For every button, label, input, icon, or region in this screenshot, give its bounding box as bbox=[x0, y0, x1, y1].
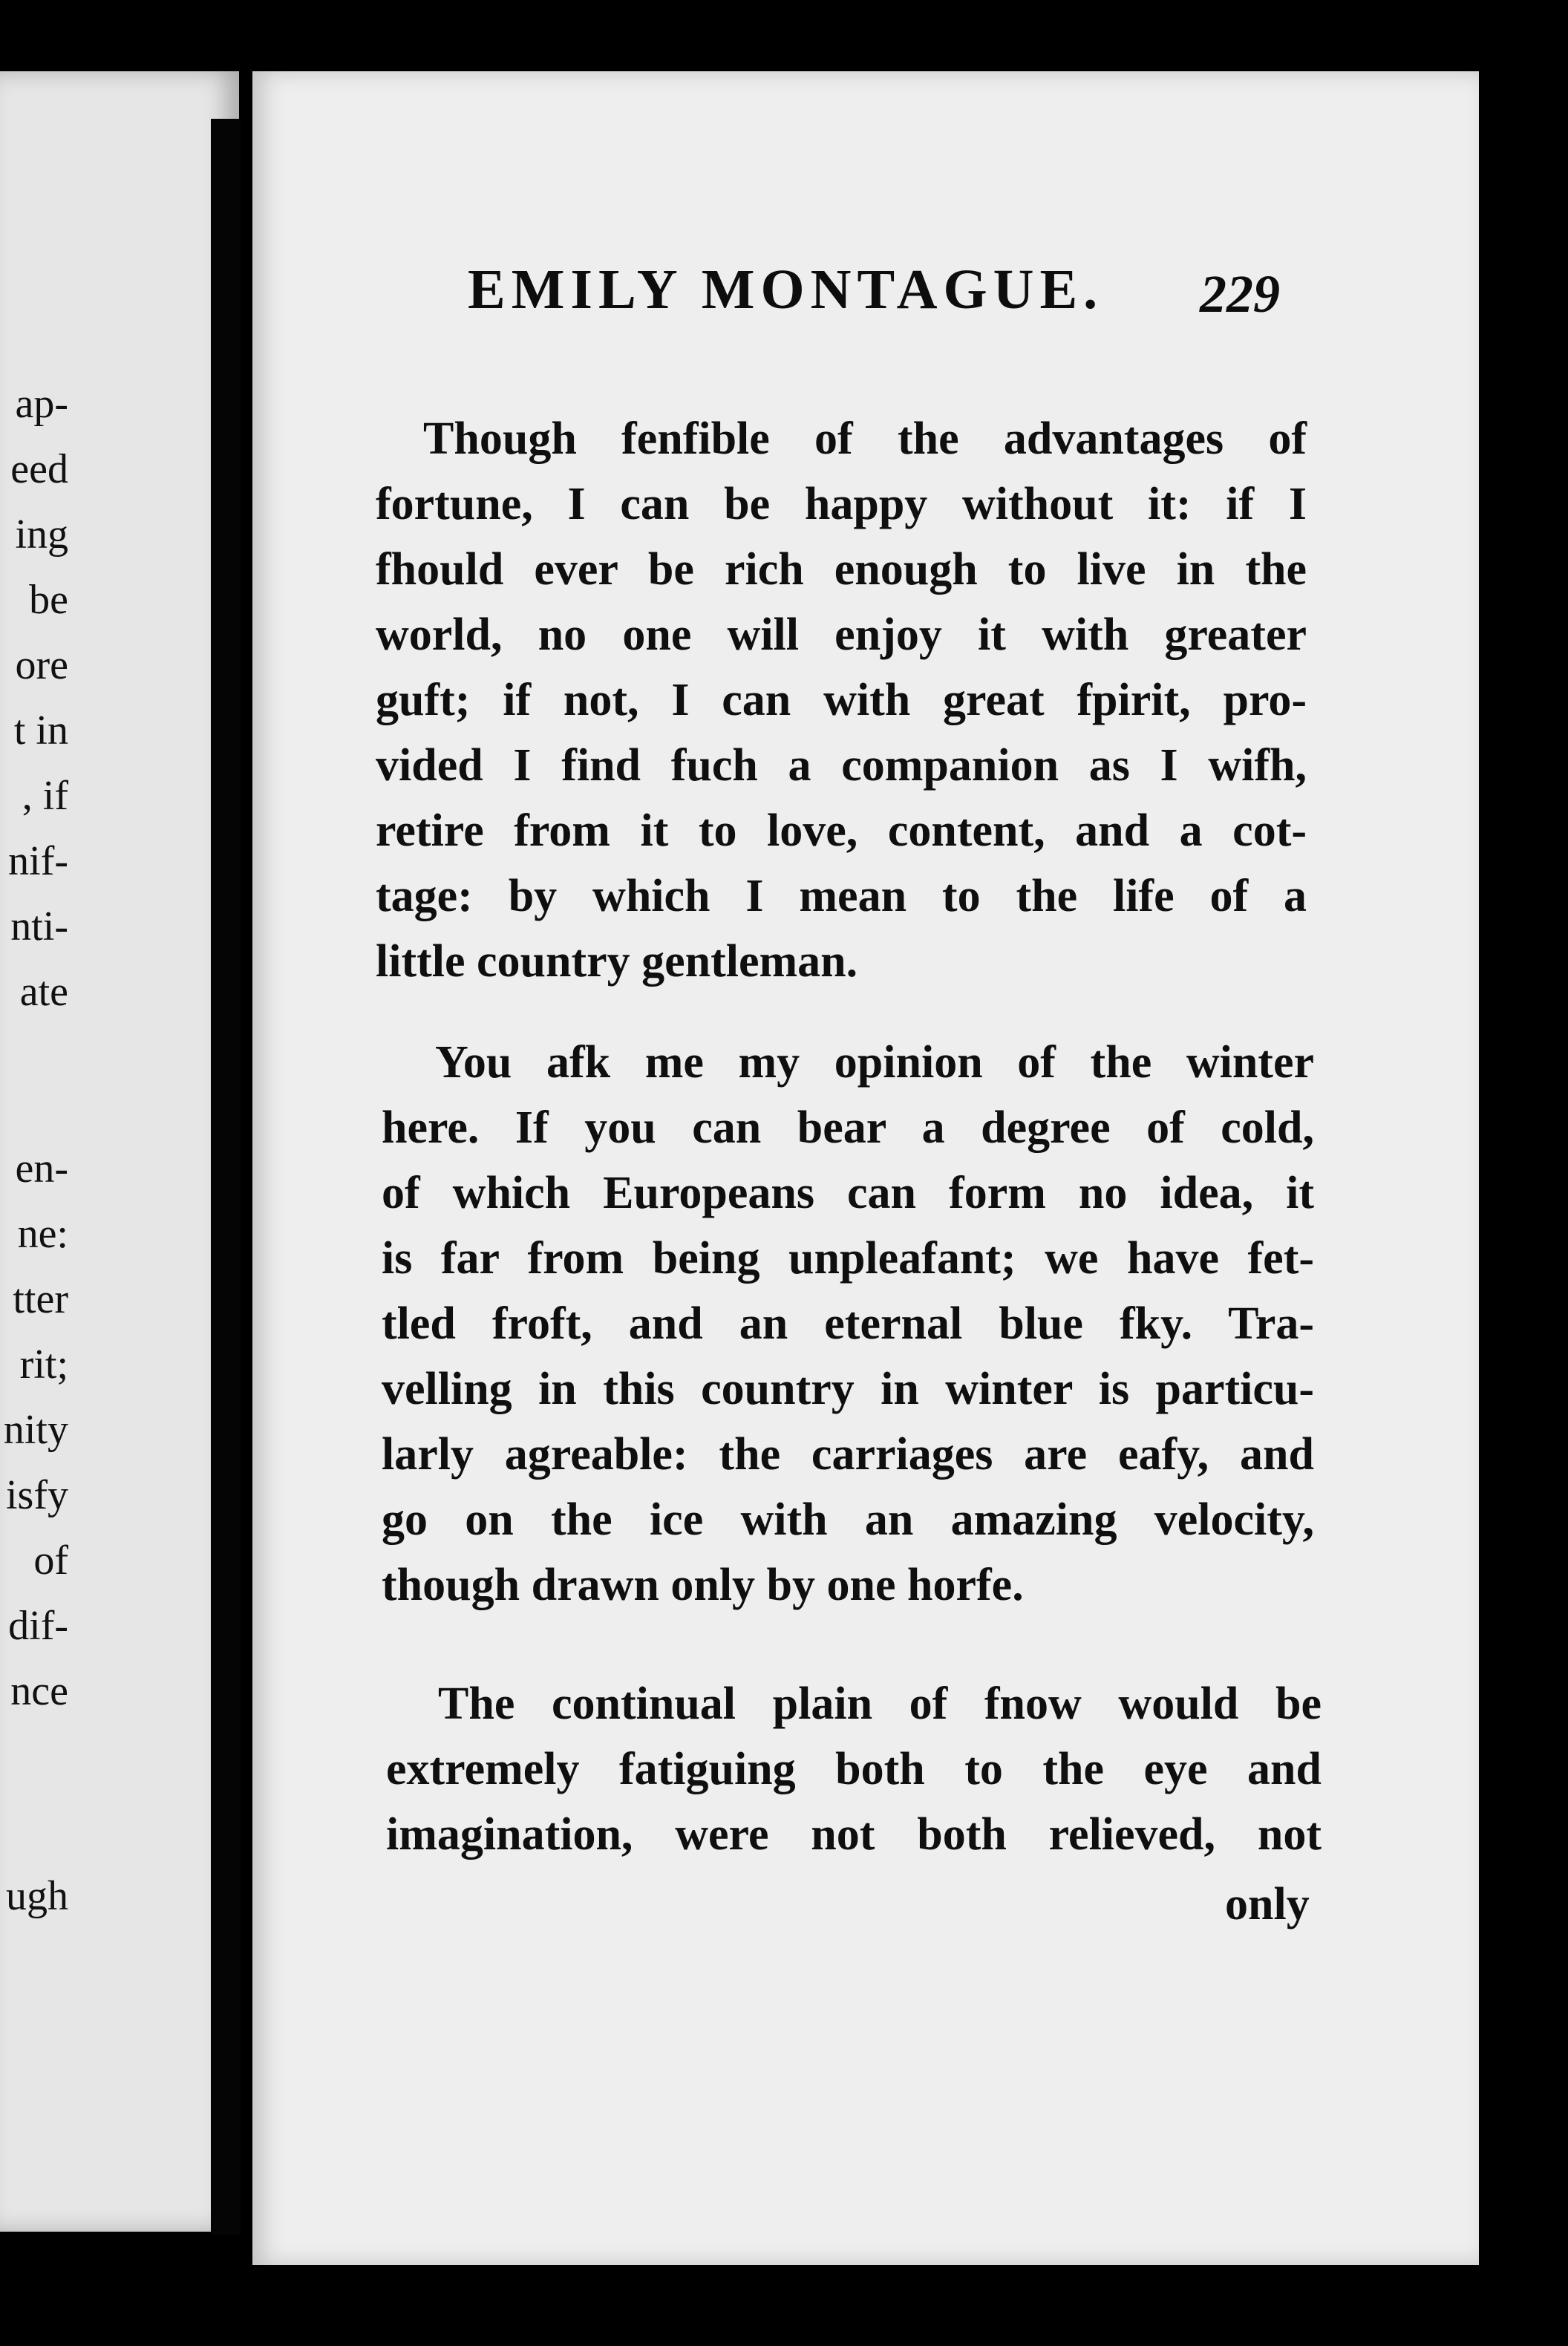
text-line: Though fenfible of the advantages of bbox=[423, 414, 1307, 464]
text-line: retire from it to love, content, and a cot- bbox=[376, 806, 1307, 856]
left-page-fragment: ore bbox=[15, 642, 68, 688]
left-page-fragment: isfy bbox=[6, 1472, 68, 1518]
text-line: tage: by which I mean to the life of a bbox=[376, 871, 1307, 921]
text-line: larly agreable: the carriages are eafy, and bbox=[382, 1429, 1314, 1480]
left-page-fragment: ne: bbox=[17, 1211, 68, 1257]
text-line: little country gentleman. bbox=[376, 936, 858, 987]
text-line: is far from being unpleafant; we have fet- bbox=[382, 1233, 1314, 1284]
text-line: The continual plain of fnow would be bbox=[438, 1679, 1322, 1729]
left-page-fragment: ugh bbox=[6, 1873, 68, 1919]
text-line: fortune, I can be happy without it: if I bbox=[376, 479, 1307, 529]
left-page-fragment: ing bbox=[15, 512, 68, 558]
text-line: extremely fatiguing both to the eye and bbox=[386, 1744, 1322, 1794]
left-page-fragment: nti- bbox=[10, 904, 68, 950]
left-page-fragment: be bbox=[29, 577, 68, 623]
text-line: You afk me my opinion of the winter bbox=[435, 1037, 1314, 1088]
left-page-fragment: rit; bbox=[19, 1342, 68, 1388]
left-page bbox=[0, 71, 239, 2232]
left-page-fragment: dif- bbox=[8, 1603, 68, 1649]
left-page-fragment: ate bbox=[19, 969, 68, 1015]
running-title: EMILY MONTAGUE. bbox=[468, 258, 1104, 321]
left-page-fragment: t in bbox=[13, 708, 68, 754]
left-page-fragment: ap- bbox=[15, 381, 68, 427]
text-line: though drawn only by one horfe. bbox=[382, 1560, 1024, 1610]
text-line: imagination, were not both relieved, not bbox=[386, 1809, 1322, 1860]
left-page-fragment: en- bbox=[15, 1146, 68, 1192]
book-gutter bbox=[211, 119, 241, 2235]
text-line: here. If you can bear a degree of cold, bbox=[382, 1102, 1314, 1153]
catchword: only bbox=[1225, 1879, 1310, 1930]
left-page-fragment: nif- bbox=[8, 838, 68, 884]
text-line: world, no one will enjoy it with greater bbox=[376, 610, 1307, 660]
left-page-fragment: eed bbox=[10, 446, 68, 492]
text-line: tled froft, and an eternal blue fky. Tra- bbox=[382, 1298, 1314, 1349]
left-page-fragment: tter bbox=[13, 1276, 68, 1322]
left-page-fragment: nce bbox=[10, 1668, 68, 1714]
left-page-fragment: , if bbox=[22, 773, 68, 819]
text-line: velling in this country in winter is particu- bbox=[382, 1364, 1314, 1414]
text-line: fhould ever be rich enough to live in the bbox=[376, 544, 1307, 595]
text-line: vided I find fuch a companion as I wifh, bbox=[376, 740, 1307, 791]
text-line: go on the ice with an amazing velocity, bbox=[382, 1494, 1314, 1545]
text-line: of which Europeans can form no idea, it bbox=[382, 1168, 1314, 1218]
text-line: guft; if not, I can with great fpirit, pro- bbox=[376, 675, 1307, 725]
left-page-fragment: of bbox=[33, 1538, 68, 1584]
left-page-fragment: nity bbox=[3, 1407, 68, 1453]
page-number: 229 bbox=[1200, 264, 1280, 324]
